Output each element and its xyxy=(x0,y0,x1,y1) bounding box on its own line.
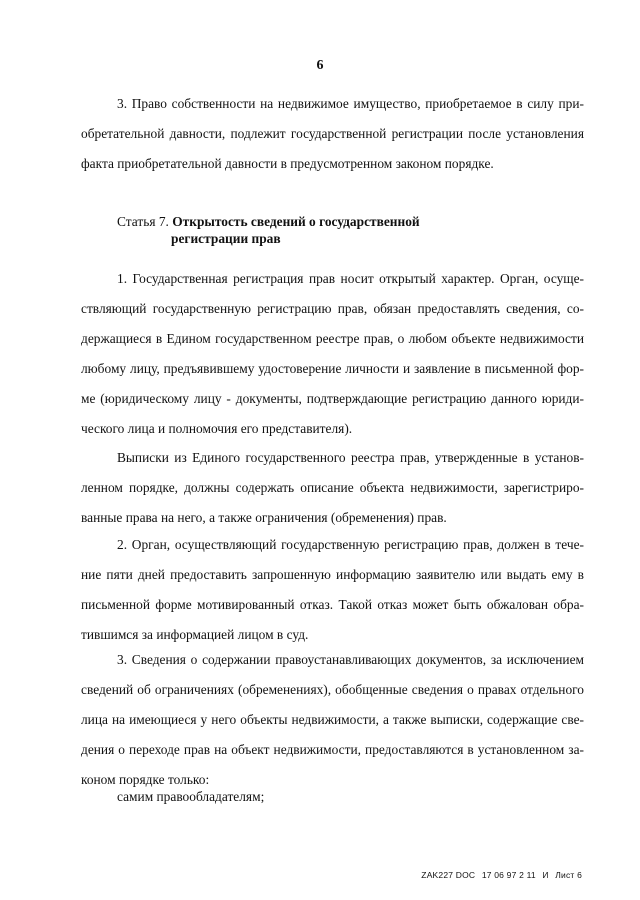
paragraph-document-contents xyxy=(81,645,584,795)
paragraph-extracts xyxy=(81,443,584,533)
article-title-line2: регистрации прав xyxy=(171,231,281,246)
footer-mark: И xyxy=(542,870,549,880)
text-line: сведений об ограничениях (обременениях), обобщенные сведения о правах отдельного xyxy=(81,682,584,697)
text-line: любому лицу, предъявившему удостоверение личности и заявление в письменной фор- xyxy=(81,361,584,376)
text-line: 3. Право собственности на недвижимое имущество, приобретаемое в силу при- xyxy=(117,96,584,111)
list-item-rightholders: самим правообладателям; xyxy=(117,789,265,804)
text-line: лица на имеющиеся у него объекты недвижимости, а также выписки, содержащие све- xyxy=(81,712,584,727)
text-line: ванные права на него, а также ограничения (обременения) прав. xyxy=(81,510,447,525)
footer-sheet: Лист 6 xyxy=(555,870,582,880)
text-line: 2. Орган, осуществляющий государственную регистрацию прав, должен в тече- xyxy=(117,537,584,552)
footer-date: 17 06 97 2 11 xyxy=(481,870,536,880)
article-label: Статья 7. xyxy=(117,214,169,229)
text-line: дения о переходе прав на объект недвижимости, предоставляются в установленном за- xyxy=(81,742,584,757)
text-line: обретательной давности, подлежит государственной регистрации после установления xyxy=(81,126,584,141)
text-line: факта приобретательной давности в предусмотренном законом порядке. xyxy=(81,156,494,171)
text-line: 1. Государственная регистрация прав носит открытый характер. Орган, осуще- xyxy=(117,271,584,286)
text-line: ме (юридическому лицу - документы, подтверждающие регистрацию данного юриди- xyxy=(81,391,584,406)
text-line: 3. Сведения о содержании правоустанавливающих документов, за исключением xyxy=(117,652,584,667)
text-line: Выписки из Единого государственного реестра прав, утвержденные в установ- xyxy=(117,450,584,465)
paragraph-five-days xyxy=(81,530,584,650)
text-line: ленном порядке, должны содержать описание объекта недвижимости, зарегистриро- xyxy=(81,480,584,495)
text-line: коном порядке только: xyxy=(81,772,210,787)
text-line: держащиеся в Едином государственном реестре прав, о любом объекте недвижимости xyxy=(81,331,584,346)
footer-file: ZAK227 DOC xyxy=(421,870,476,880)
paragraph-ownership-registration xyxy=(81,89,584,179)
page-number: 6 xyxy=(316,58,324,73)
text-line: письменной форме мотивированный отказ. Такой отказ может быть обжалован обра- xyxy=(81,597,584,612)
article-title-line1: Открытость сведений о государственной xyxy=(172,214,420,229)
text-line: тившимся за информацией лицом в суд. xyxy=(81,627,309,642)
text-line: ческого лица и полномочия его представителя). xyxy=(81,421,353,436)
document-footer xyxy=(417,870,582,880)
text-line: ствляющий государственную регистрацию прав, обязан предоставлять сведения, со- xyxy=(81,301,584,316)
article-heading xyxy=(117,213,420,247)
text-line: ние пяти дней предоставить запрошенную информацию заявителю или выдать ему в xyxy=(81,567,584,582)
paragraph-open-character xyxy=(81,264,584,444)
